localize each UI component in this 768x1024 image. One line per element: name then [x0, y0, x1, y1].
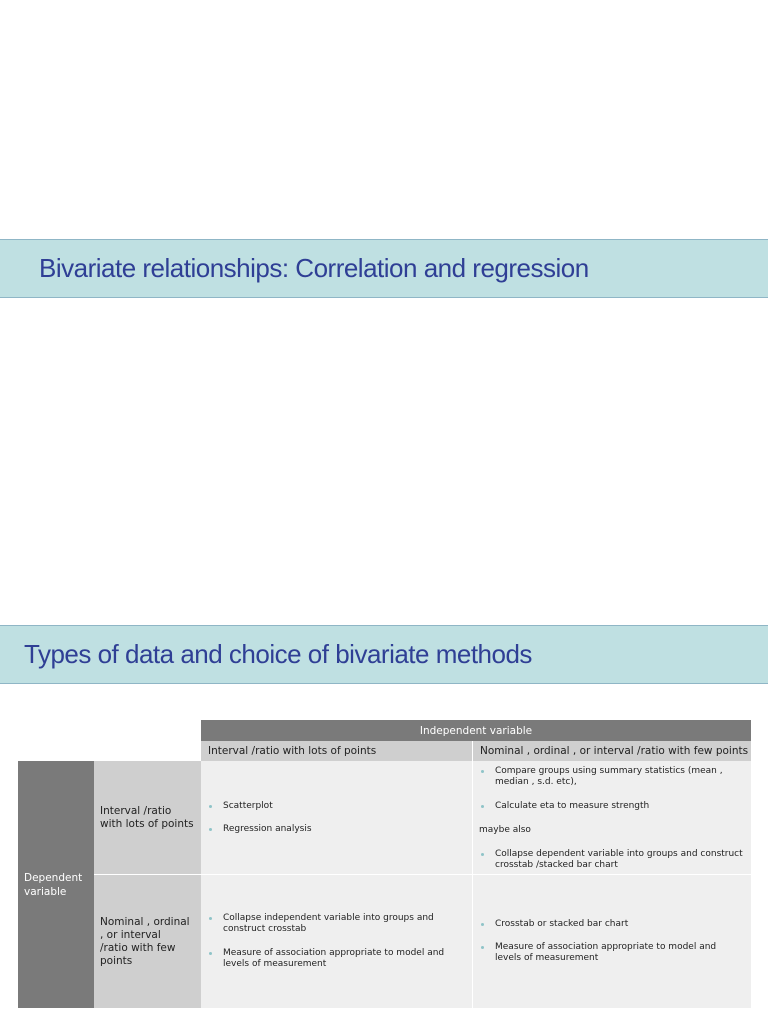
bullet-icon [481, 923, 484, 926]
note-text: maybe also [479, 825, 531, 835]
row-label-nominal: Nominal , ordinal , or interval /ratio with few points [94, 875, 201, 1008]
cell-interval-interval: Scatterplot Regression analysis [201, 761, 473, 875]
row-label-interval: Interval /ratio with lots of points [94, 761, 201, 875]
cell-nominal-interval: Collapse independent variable into groups and construct crosstab Measure of association appropriate to model and levels of measurement [201, 875, 473, 1008]
bullet-icon [481, 770, 484, 773]
bullet-icon [209, 917, 212, 920]
cell-interval-nominal: Compare groups using summary statistics (mean , median , s.d. etc), Calculate eta to measure strength maybe also Collapse dependent variable into groups and construct crosstab /stacked bar chart [473, 761, 751, 875]
cell-nominal-nominal: Crosstab or stacked bar chart Measure of association appropriate to model and levels of measurement [473, 875, 751, 1008]
slide1-title-banner [0, 239, 768, 298]
bullet-icon [481, 946, 484, 949]
bullet-icon [209, 828, 212, 831]
bullet-icon [481, 805, 484, 808]
independent-variable-header: Independent variable [201, 720, 751, 741]
column-header-interval: Interval /ratio with lots of points [201, 741, 473, 761]
column-header-nominal: Nominal , ordinal , or interval /ratio with few points [473, 741, 751, 761]
bullet-icon [209, 805, 212, 808]
bullet-icon [481, 853, 484, 856]
dependent-variable-label: Dependent variable [18, 761, 94, 1008]
slide2-title-banner [0, 625, 768, 684]
bullet-icon [209, 952, 212, 955]
slide2-title: Types of data and choice of bivariate methods [24, 639, 532, 669]
slide1-title: Bivariate relationships: Correlation and regression [39, 253, 589, 283]
